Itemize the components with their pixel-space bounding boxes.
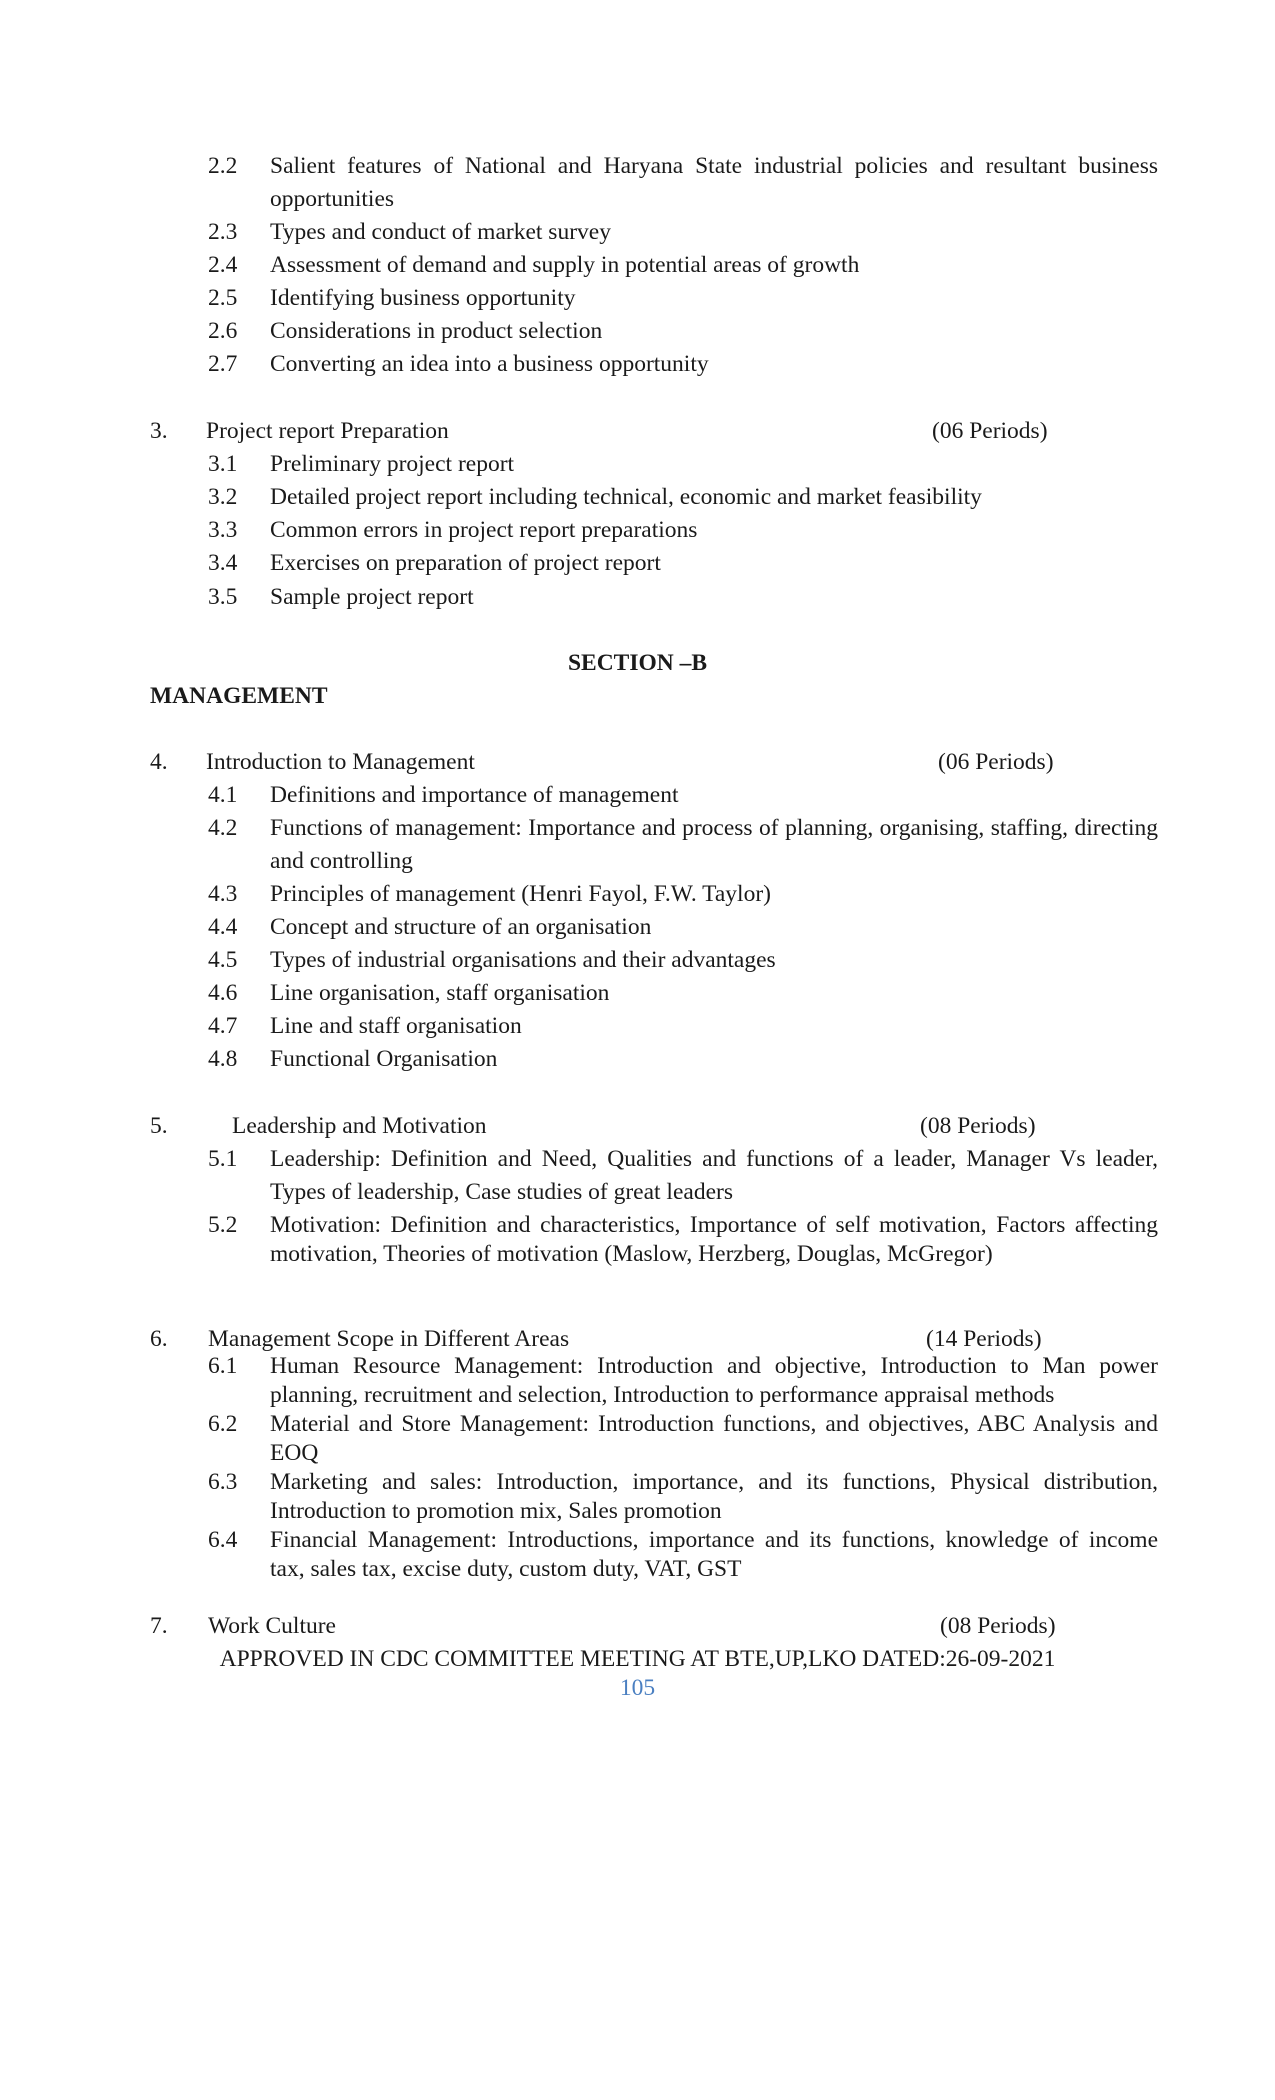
item-text: Financial Management: Introductions, importance and its functions, knowledge of income tax, sales tax, excise duty, custom duty, VAT, GST <box>270 1527 1158 1582</box>
item-text: Material and Store Management: Introduction functions, and objectives, ABC Analysis and EOQ <box>270 1411 1158 1466</box>
item-number: 5.2 <box>208 1212 238 1238</box>
item-text: Principles of management (Henri Fayol, F.W. Taylor) <box>270 881 771 907</box>
item-text: Exercises on preparation of project report <box>270 550 661 576</box>
item-number: 3.4 <box>208 550 238 576</box>
item-number: 4.8 <box>208 1046 238 1072</box>
item-text: Marketing and sales: Introduction, importance, and its functions, Physical distribution, Introduction to promotion mix, Sales promotion <box>270 1469 1158 1524</box>
topic-number: 6. <box>150 1326 168 1352</box>
topic-title: Introduction to Management <box>206 749 475 775</box>
item-number: 6.3 <box>208 1469 238 1495</box>
approval-footer: APPROVED IN CDC COMMITTEE MEETING AT BTE,UP,LKO DATED:26-09-2021 <box>219 1646 1056 1672</box>
list-item <box>208 812 1158 878</box>
item-text: Functions of management: Importance and process of planning, organising, staffing, directing and controlling <box>270 815 1158 874</box>
item-text: Types and conduct of market survey <box>270 219 611 245</box>
topic-number: 7. <box>150 1613 168 1639</box>
item-number: 3.3 <box>208 517 238 543</box>
item-number: 3.2 <box>208 484 238 510</box>
item-text: Common errors in project report preparations <box>270 517 698 543</box>
topic-periods: (14 Periods) <box>926 1326 1042 1352</box>
item-number: 4.6 <box>208 980 238 1006</box>
item-text: Preliminary project report <box>270 451 515 477</box>
item-number: 4.7 <box>208 1013 238 1039</box>
item-number: 2.7 <box>208 351 238 377</box>
item-number: 6.2 <box>208 1411 238 1437</box>
topic-number: 3. <box>150 418 168 444</box>
item-number: 2.6 <box>208 318 238 344</box>
item-text: Considerations in product selection <box>270 318 603 344</box>
item-number: 2.4 <box>208 252 238 278</box>
item-number: 5.1 <box>208 1146 238 1172</box>
item-number: 4.5 <box>208 947 238 973</box>
item-text: Motivation: Definition and characteristics, Importance of self motivation, Factors affecting motivation, Theories of motivation (Maslow, Herzberg, Douglas, McGregor) <box>270 1212 1158 1267</box>
list-item <box>208 150 1158 216</box>
item-text: Human Resource Management: Introduction and objective, Introduction to Man power planning, recruitment and selection, Introduction to performance appraisal methods <box>270 1353 1158 1408</box>
item-number: 4.2 <box>208 815 238 841</box>
item-number: 3.5 <box>208 584 238 610</box>
item-text: Leadership: Definition and Need, Qualities and functions of a leader, Manager Vs leader, Types of leadership, Case studies of great leaders <box>270 1146 1158 1205</box>
topic-title: Work Culture <box>208 1613 336 1639</box>
item-text: Sample project report <box>270 584 474 610</box>
topic-periods: (06 Periods) <box>932 418 1048 444</box>
item-text: Identifying business opportunity <box>270 285 576 311</box>
item-number: 4.3 <box>208 881 238 907</box>
item-number: 2.5 <box>208 285 238 311</box>
item-number: 6.1 <box>208 1353 238 1379</box>
item-number: 2.2 <box>208 153 238 179</box>
topic-title: Management Scope in Different Areas <box>208 1326 570 1352</box>
page-number: 105 <box>619 1675 656 1701</box>
item-number: 6.4 <box>208 1527 238 1553</box>
section-heading: SECTION –B <box>567 650 708 676</box>
item-text: Assessment of demand and supply in potential areas of growth <box>270 252 860 278</box>
topic-title: Leadership and Motivation <box>232 1113 487 1139</box>
item-text: Detailed project report including technical, economic and market feasibility <box>270 484 982 510</box>
item-text: Types of industrial organisations and their advantages <box>270 947 776 973</box>
item-text: Line organisation, staff organisation <box>270 980 610 1006</box>
item-text: Line and staff organisation <box>270 1013 522 1039</box>
topic-periods: (08 Periods) <box>940 1613 1056 1639</box>
item-number: 2.3 <box>208 219 238 245</box>
topic-title: Project report Preparation <box>206 418 449 444</box>
management-heading: MANAGEMENT <box>150 683 328 709</box>
item-text: Definitions and importance of management <box>270 782 679 808</box>
item-text: Functional Organisation <box>270 1046 498 1072</box>
item-text: Converting an idea into a business opportunity <box>270 351 709 377</box>
item-number: 4.4 <box>208 914 238 940</box>
topic-periods: (08 Periods) <box>920 1113 1036 1139</box>
item-text: Concept and structure of an organisation <box>270 914 652 940</box>
topic-number: 5. <box>150 1113 168 1139</box>
topic-number: 4. <box>150 749 168 775</box>
item-number: 3.1 <box>208 451 238 477</box>
item-text: Salient features of National and Haryana State industrial policies and resultant business opportunities <box>270 153 1158 212</box>
item-number: 4.1 <box>208 782 238 808</box>
topic-periods: (06 Periods) <box>938 749 1054 775</box>
